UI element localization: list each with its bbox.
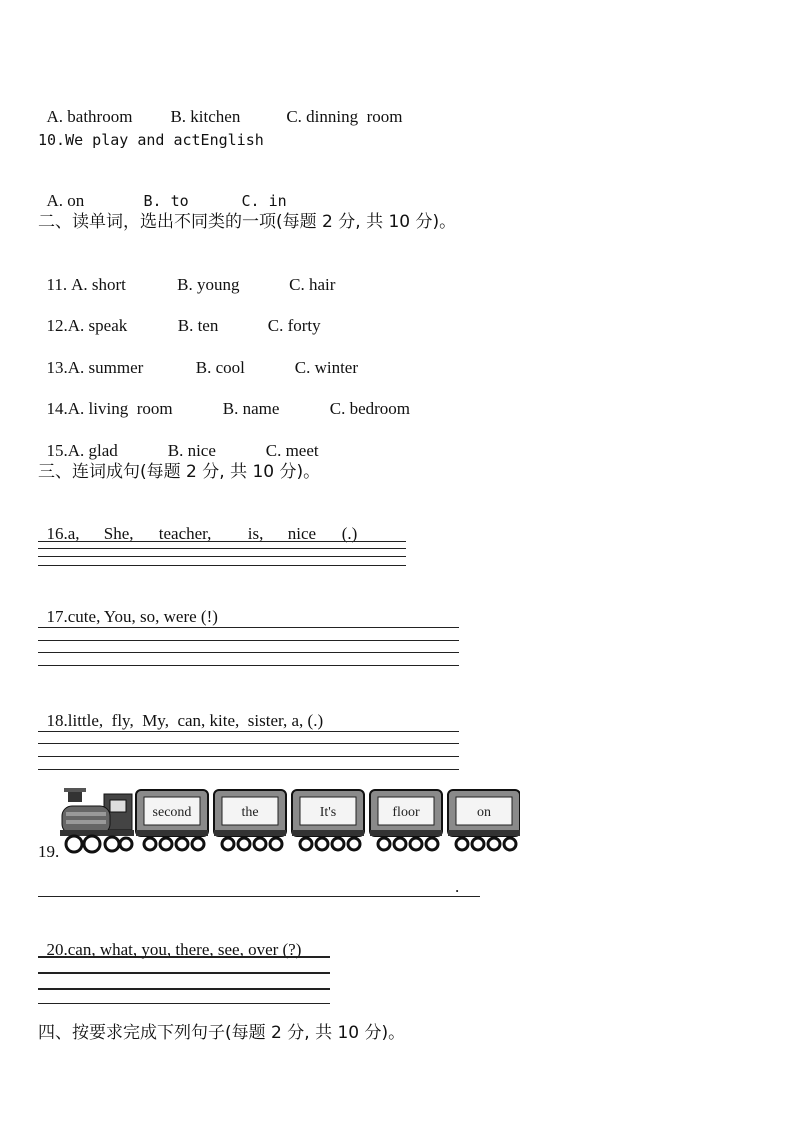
q14 xyxy=(38,379,410,419)
train-wheel xyxy=(300,838,312,850)
q18-number: 18. xyxy=(46,711,68,730)
q9-option-c: C. dinning room xyxy=(286,107,403,126)
train-wheel xyxy=(222,838,234,850)
q16-word: is, xyxy=(247,524,264,543)
answer-line xyxy=(38,972,330,974)
q17-number: 17. xyxy=(46,607,68,626)
answer-line xyxy=(38,640,459,641)
train-wheel xyxy=(316,838,328,850)
q10-option-b: B. to xyxy=(143,192,189,210)
q11 xyxy=(38,255,335,295)
q12-option-b: B. ten xyxy=(177,316,219,335)
q10-option-c: C. in xyxy=(241,192,287,210)
q16-word: a, xyxy=(67,524,80,543)
q9-options xyxy=(38,87,403,127)
q20 xyxy=(38,920,301,960)
q19-end-mark: . xyxy=(455,877,460,896)
answer-line xyxy=(38,956,330,958)
answer-line xyxy=(38,627,459,628)
answer-line xyxy=(38,896,480,897)
answer-line xyxy=(38,756,459,757)
q14-number: 14. xyxy=(46,399,68,418)
train-car-label: on xyxy=(477,805,491,820)
q12-option-a: A. speak xyxy=(67,316,128,335)
q19-number: 19. xyxy=(38,842,60,861)
train-wheel xyxy=(348,838,360,850)
section-4-heading: 四、按要求完成下列句子(每题 2 分, 共 10 分)。 xyxy=(38,1023,406,1043)
train-picture xyxy=(60,786,520,856)
q9-option-b: B. kitchen xyxy=(170,107,241,126)
train-wheel xyxy=(456,838,468,850)
train-wheel xyxy=(410,838,422,850)
train-wheel xyxy=(144,838,156,850)
q15-option-a: A. glad xyxy=(67,441,118,460)
train-car-label: It's xyxy=(319,805,337,820)
q10-options xyxy=(38,171,287,211)
q18 xyxy=(38,691,323,731)
locomotive-icon xyxy=(60,788,134,852)
q17 xyxy=(38,587,218,627)
train-car-label: second xyxy=(152,805,192,820)
q10-option-a: A. on xyxy=(46,191,85,210)
train-wheel xyxy=(238,838,250,850)
train-car xyxy=(136,790,208,850)
q14-option-b: B. name xyxy=(222,399,280,418)
q12 xyxy=(38,296,321,336)
q20-number: 20. xyxy=(46,940,68,959)
section-3-heading: 三、连词成句(每题 2 分, 共 10 分)。 xyxy=(38,462,321,482)
train-wheel xyxy=(332,838,344,850)
train-car xyxy=(370,790,442,850)
answer-line xyxy=(38,731,459,732)
q15-number: 15. xyxy=(46,441,68,460)
train-wheel xyxy=(488,838,500,850)
q10-stem: 10.We play and actEnglish xyxy=(38,131,264,149)
q15-option-c: C. meet xyxy=(265,441,319,460)
q16 xyxy=(38,504,357,544)
train-wheel xyxy=(504,838,516,850)
q13 xyxy=(38,338,358,378)
train-car-label: the xyxy=(241,805,259,820)
train-wheel xyxy=(160,838,172,850)
train-wheel xyxy=(192,838,204,850)
answer-line xyxy=(38,565,406,566)
q17-words: cute, You, so, were (!) xyxy=(67,607,218,626)
train-wheel xyxy=(426,838,438,850)
section-2-heading: 二、读单词，选出不同类的一项(每题 2 分, 共 10 分)。 xyxy=(38,212,457,232)
q16-word: teacher, xyxy=(158,524,212,543)
train-car xyxy=(292,790,364,850)
q9-option-a: A. bathroom xyxy=(46,107,133,126)
q14-option-a: A. living room xyxy=(67,399,173,418)
train-wheel xyxy=(176,838,188,850)
answer-line xyxy=(38,556,406,557)
train-wheel xyxy=(472,838,484,850)
q11-option-a: A. short xyxy=(71,275,126,294)
q13-number: 13. xyxy=(46,358,68,377)
q12-number: 12. xyxy=(46,316,68,335)
q16-word: (.) xyxy=(341,524,358,543)
train-car-label: floor xyxy=(392,805,420,820)
answer-line xyxy=(38,652,459,653)
train-wheel xyxy=(270,838,282,850)
q15 xyxy=(38,421,319,461)
train-wheel xyxy=(378,838,390,850)
answer-line xyxy=(38,665,459,666)
q16-number: 16. xyxy=(46,524,68,543)
train-car xyxy=(214,790,286,850)
q13-option-a: A. summer xyxy=(67,358,144,377)
answer-line xyxy=(38,548,406,549)
answer-line xyxy=(38,541,406,542)
train-wheel xyxy=(254,838,266,850)
q13-option-c: C. winter xyxy=(294,358,359,377)
answer-line xyxy=(38,988,330,990)
q16-word: nice xyxy=(287,524,317,543)
q11-option-b: B. young xyxy=(177,275,240,294)
q12-option-c: C. forty xyxy=(267,316,321,335)
q18-words: little, fly, My, can, kite, sister, a, (.) xyxy=(67,711,324,730)
train-wheel xyxy=(394,838,406,850)
q11-number: 11. xyxy=(46,275,68,294)
answer-line xyxy=(38,743,459,744)
answer-line xyxy=(38,769,459,770)
q16-word: She, xyxy=(103,524,134,543)
answer-line xyxy=(38,1003,330,1004)
q15-option-b: B. nice xyxy=(167,441,216,460)
q14-option-c: C. bedroom xyxy=(329,399,411,418)
train-car xyxy=(448,790,520,850)
q13-option-b: B. cool xyxy=(195,358,245,377)
q11-option-c: C. hair xyxy=(289,275,336,294)
q20-words: can, what, you, there, see, over (?) xyxy=(67,940,302,959)
